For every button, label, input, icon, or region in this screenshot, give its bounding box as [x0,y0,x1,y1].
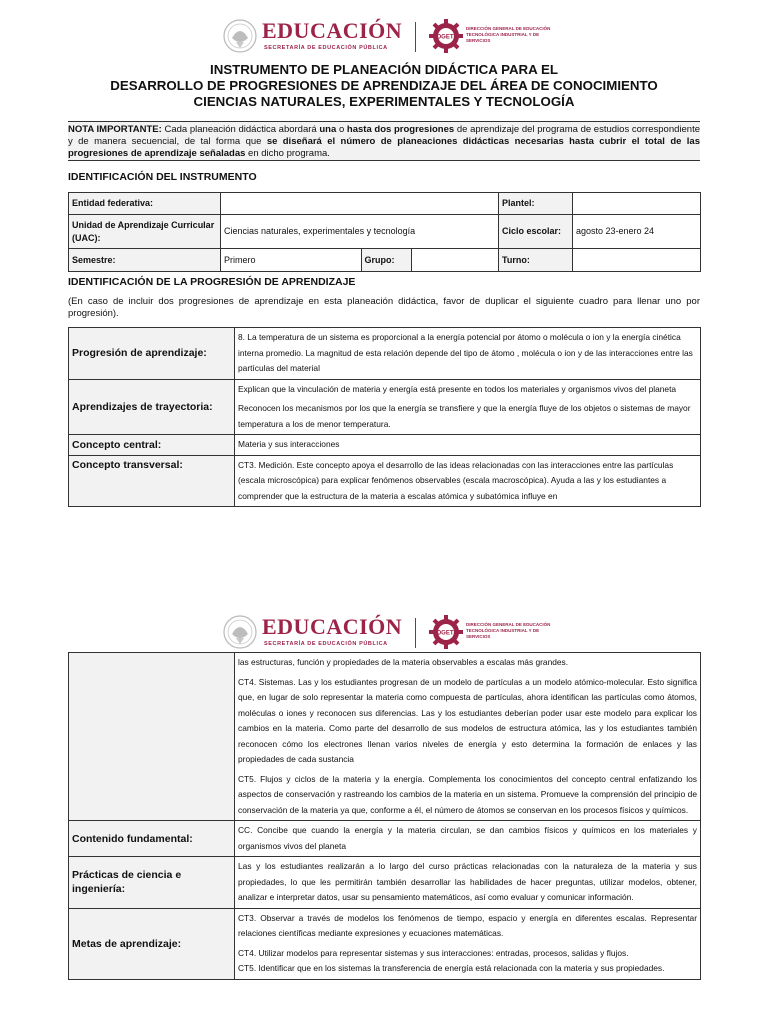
metas-paragraph-2: CT4. Utilizar modelos para representar sistemas y sus interacciones: entradas, procesos, salidas y flujos. [238,947,629,958]
important-note [68,121,700,161]
trayectoria-value [235,379,701,435]
entidad-label: Entidad federativa: [69,193,221,215]
mexico-seal-icon [222,16,258,56]
page-header-2 [0,608,768,658]
turno-label: Turno: [499,249,573,272]
turno-field[interactable] [573,249,701,272]
brand-subtitle: SECRETARÍA DE EDUCACIÓN PÚBLICA [264,45,388,51]
metas-value [235,908,701,979]
trayectoria-label: Aprendizajes de trayectoria: [69,379,235,435]
transversal-value: CT3. Medición. Este concepto apoya el desarrollo de las ideas relacionadas con las interacciones entre las partículas (escala microscópica) para explicar fenómenos observables (escala macroscópica). Ayuda a las y los estudiantes a comprender que la estructura de la materia a escalas atómica y subatómica influye en [235,455,701,507]
transversal-label: Concepto transversal: [69,455,235,507]
metas-label: Metas de aprendizaje: [69,908,235,979]
transversal-paragraph-3: CT5. Flujos y ciclos de la materia y la energía. Complementa los conocimientos del concepto central enfatizando los aspectos de conservación y rastreando los cambios de la materia en un sistema. Promueve la comprensión del principio de conservación de la materia ya que, conforme a él, el número de átomos se conservan en los procesos físicos y químicos. [238,773,697,815]
dgeti-label: DIRECCIÓN GENERAL DE EDUCACIÓN TECNOLÓGICA INDUSTRIAL Y DE SERVICIOS [466,622,551,639]
page-gap [0,540,768,600]
ciclo-field[interactable]: agosto 23-enero 24 [573,215,701,249]
progression-table [68,327,701,507]
note-text-3: de aprendizaje del programa de estudios correspondiente y de manera secuencial, de tal forma que [68,124,700,147]
dgeti-gear-icon [428,18,464,54]
transversal-paragraph-1: las estructuras, función y propiedades de la materia observables a escalas más grandes. [238,657,569,667]
note-text-4: en dicho programa. [245,148,330,159]
entidad-field[interactable] [221,193,499,215]
semestre-grupo-subtable [221,249,499,271]
semestre-field[interactable]: Primero [224,254,256,265]
metas-paragraph-1: CT3. Observar a través de modelos los fenómenos de tiempo, espacio y energía en diferentes escalas. Representar relaciones científicas mediante expresiones y ecuaciones matemáticas. [238,912,697,938]
uac-field[interactable]: Ciencias naturales, experimentales y tecnología [221,215,499,249]
document-page-2 [0,600,768,1024]
document-title [68,62,700,110]
plantel-label: Plantel: [499,193,573,215]
header-divider [415,22,416,52]
title-line-1: INSTRUMENTO DE PLANEACIÓN DIDÁCTICA PARA EL [210,62,558,77]
dgeti-gear-label: DGETI [436,630,456,637]
progression-heading: IDENTIFICACIÓN DE LA PROGRESIÓN DE APRENDIZAJE [68,276,356,288]
grupo-field[interactable] [411,249,499,271]
note-text-2: o [336,124,347,135]
progresion-label: Progresión de aprendizaje: [69,328,235,380]
instrument-heading: IDENTIFICACIÓN DEL INSTRUMENTO [68,171,257,183]
semestre-label: Semestre: [69,249,221,272]
brand-title: EDUCACIÓN [262,614,403,639]
progresion-value: 8. La temperatura de un sistema es proporcional a la energía potencial por átomo o molécula o ion y la energía cinética interna promedio. La magnitud de esta relación depende del tipo de átomo , molécula o ion y de las interacciones entre las partículas del material [235,328,701,380]
fundamental-label: Contenido fundamental: [69,821,235,857]
plantel-field[interactable] [573,193,701,215]
dgeti-gear-icon [428,614,464,650]
central-label: Concepto central: [69,435,235,456]
instrument-table [68,192,701,272]
note-text-1: Cada planeación didáctica abordará [161,124,320,135]
grupo-label: Grupo: [361,249,411,271]
brand-title: EDUCACIÓN [262,18,403,43]
fundamental-value: CC. Concibe que cuando la energía y la materia circulan, se dan cambios físicos y químicos en los materiales y organismos vivos del planeta [235,821,701,857]
transversal-label-cont [69,653,235,821]
transversal-value-cont [235,653,701,821]
semestre-grupo-cell [221,249,499,272]
page-header [0,12,768,62]
title-line-2: DESARROLLO DE PROGRESIONES DE APRENDIZAJE DEL ÁREA DE CONOCIMIENTO [110,78,658,93]
practicas-label: Prácticas de ciencia e ingeniería: [69,857,235,909]
trayectoria-paragraph-2: Reconocen los mecanismos por los que la energía se transfiere y que la energía fluye de los objetos o sistemas de mayor temperatura a los de menor temperatura. [238,403,691,429]
note-label: NOTA IMPORTANTE: [68,124,162,135]
header-divider [415,618,416,648]
brand-subtitle: SECRETARÍA DE EDUCACIÓN PÚBLICA [264,641,388,647]
uac-label: Unidad de Aprendizaje Curricular (UAC): [69,215,221,249]
practicas-value: Las y los estudiantes realizarán a lo largo del curso prácticas relacionadas con la naturaleza de la materia y sus propiedades, lo que les permitirán también desarrollar las habilidades de hacer preguntas, utilizar modelos, obtener, analizar e interpretar datos, usar su pensamiento matemáticos, así como evaluar y comunicar información. [235,857,701,909]
mexico-seal-icon [222,612,258,652]
dgeti-label: DIRECCIÓN GENERAL DE EDUCACIÓN TECNOLÓGICA INDUSTRIAL Y DE SERVICIOS [466,26,551,43]
dgeti-gear-label: DGETI [436,34,456,41]
transversal-paragraph-2: CT4. Sistemas. Las y los estudiantes progresan de un modelo de partículas a un modelo atómico-molecular. Esto significa que, en lugar de solo representar la materia como compuesta de partículas, ahora identifican las partículas como átomos, moléculas o iones y reconocen sus diferencias. Las y los estudiantes deberían poder usar este modelo para explicar los cambios en la materia. Como parte del desarrollo de sus modelos de estructura atómica, las y los estudiantes también reconocen cómo los electrones llenan varios niveles de energía y esto determina la formación de enlaces y las propiedades de cada sustancia [238,676,697,764]
note-bold-1: una [319,124,337,135]
title-line-3: CIENCIAS NATURALES, EXPERIMENTALES Y TECNOLOGÍA [193,94,575,109]
progression-table-continued [68,652,701,980]
note-bold-3: se diseñará el número de planeaciones didácticas necesarias hasta cubrir el total de las progresiones de aprendizaje señaladas [68,136,700,159]
progression-instructions: (En caso de incluir dos progresiones de aprendizaje en esta planeación didáctica, favor de duplicar el siguiente cuadro para llenar uno por progresión). [68,296,700,319]
note-bold-2: hasta dos progresiones [346,124,455,135]
central-value: Materia y sus interacciones [235,435,701,456]
metas-paragraph-3: CT5. Identificar que en los sistemas la transferencia de energía está relacionada con la materia y sus propiedades. [238,963,665,973]
trayectoria-paragraph-1: Explican que la vinculación de materia y energía está presente en todos los materiales y organismos vivos del planeta [238,383,677,394]
ciclo-label: Ciclo escolar: [499,215,573,249]
